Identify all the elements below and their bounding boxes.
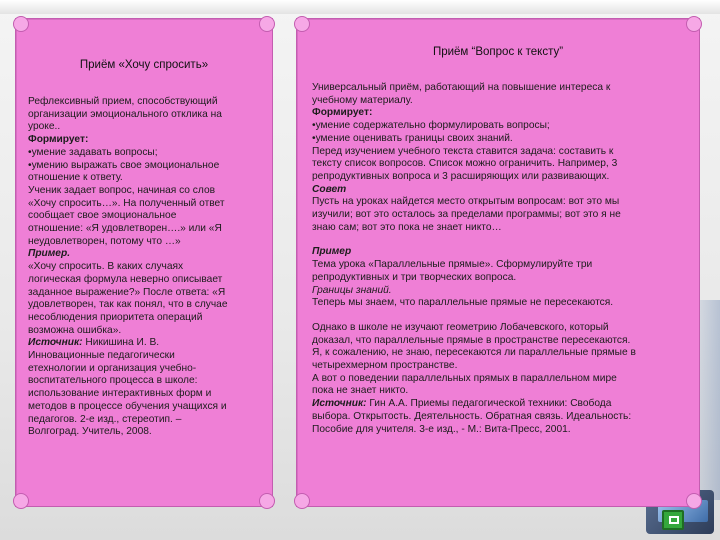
text-line: сообщает свое эмоциональное bbox=[28, 210, 177, 222]
text-line: «Хочу спросить. В каких случаях bbox=[28, 261, 184, 273]
text-line: Универсальный приём, работающий на повышение интереса к bbox=[312, 82, 611, 93]
scroll-curl-icon bbox=[686, 16, 702, 32]
text-line: Пособие для учителя. 3-е изд., - М.: Вита-Пресс, 2001. bbox=[312, 423, 571, 435]
text-line: уроке.. bbox=[28, 121, 61, 133]
text-line: логическая формула неверно описывает bbox=[28, 273, 223, 285]
top-bar bbox=[0, 0, 720, 14]
text-line: доказал, что параллельные прямые в пространстве пересекаются. bbox=[312, 334, 631, 346]
card-title: Приём “Вопрос к тексту” bbox=[432, 46, 564, 58]
text-line: «Хочу спросить…». На полученный ответ bbox=[28, 197, 225, 209]
text-line: Формирует: bbox=[312, 107, 373, 119]
text-line: воспитательного процесса в школе: bbox=[28, 375, 198, 387]
text-line: Я, к сожалению, не знаю, пересекаются ли параллельные прямые в bbox=[312, 347, 636, 359]
text-line: Формирует: bbox=[28, 134, 89, 146]
scroll-curl-icon bbox=[259, 493, 275, 509]
text-line: использование интерактивных форм и bbox=[28, 388, 212, 400]
text-line: Пример. bbox=[28, 248, 71, 260]
scroll-curl-icon bbox=[686, 493, 702, 509]
text-line: Границы знаний. bbox=[312, 284, 392, 296]
text-line: несоблюдения приоритета операций bbox=[28, 311, 203, 323]
text-line: Источник: Никишина И. В. bbox=[28, 337, 160, 349]
source-label: Источник: bbox=[312, 398, 367, 410]
scroll-curl-icon bbox=[13, 493, 29, 509]
text-line: •умение содержательно формулировать вопросы; bbox=[312, 120, 550, 132]
text-line: •умение оценивать границы своих знаний. bbox=[312, 132, 513, 144]
text-line: знаю сам; вот это пока не знает никто… bbox=[312, 221, 502, 233]
text-line: •умение задавать вопросы; bbox=[28, 146, 158, 158]
text-line: изучили; вот это осталось за пределами программы; вот это я не bbox=[312, 209, 621, 221]
card-khochu-sprosit bbox=[15, 18, 273, 507]
card-title: Приём «Хочу спросить» bbox=[79, 59, 209, 71]
card-vopros-k-tekstu bbox=[296, 18, 700, 507]
text-line: Пример bbox=[312, 246, 352, 258]
text-line: А вот о поведении параллельных прямых в параллельном мире bbox=[312, 372, 617, 384]
scroll-curl-icon bbox=[13, 16, 29, 32]
card-body bbox=[28, 96, 266, 439]
text-line: Волгоград. Учитель, 2008. bbox=[28, 426, 152, 438]
paragraph-gap bbox=[312, 234, 692, 246]
text-line: отношение к ответу. bbox=[28, 172, 123, 184]
text-line: етехнологии и организация учебно- bbox=[28, 362, 197, 374]
text-line: Совет bbox=[312, 183, 347, 195]
next-slide-button[interactable] bbox=[662, 510, 684, 530]
text-line: Рефлексивный прием, способствующий bbox=[28, 96, 218, 107]
scroll-curl-icon bbox=[294, 493, 310, 509]
text-line: Теперь мы знаем, что параллельные прямые не пересекаются. bbox=[312, 297, 614, 309]
text-line: репродуктивных вопроса и 3 расширяющих или развивающих. bbox=[312, 170, 610, 182]
text-line: тексту список вопросов. Список можно ограничить. Например, 3 bbox=[312, 158, 618, 170]
text-line: отношение: «Я удовлетворен….» или «Я bbox=[28, 223, 222, 235]
text-line: педагогов. 2-е изд., стереотип. – bbox=[28, 413, 182, 425]
text-line: Ученик задает вопрос, начиная со слов bbox=[28, 184, 216, 196]
text-line: репродуктивных и три творческих вопроса. bbox=[312, 271, 517, 283]
text-line: Однако в школе не изучают геометрию Лобачевского, который bbox=[312, 321, 609, 333]
text-line: Инновационные педагогически bbox=[28, 350, 175, 362]
text-line: пока не знает никто. bbox=[312, 385, 409, 397]
text-line: Пусть на уроках найдется место открытым вопросам: вот это мы bbox=[312, 196, 620, 208]
text-line: возможна ошибка». bbox=[28, 324, 122, 336]
source-label: Источник: bbox=[28, 337, 83, 349]
text-line: Тема урока «Параллельные прямые». Сформулируйте три bbox=[312, 259, 593, 271]
text-line: выбора. Открытость. Деятельность. Обратная связь. Идеальность: bbox=[312, 410, 632, 422]
text-line: •умению выражать свое эмоциональное bbox=[28, 159, 220, 171]
text-line: учебному материалу. bbox=[312, 94, 413, 106]
scroll-curl-icon bbox=[294, 16, 310, 32]
card-body bbox=[312, 82, 692, 436]
text-line: Источник: Гин А.А. Приемы педагогической техники: Свобода bbox=[312, 398, 612, 410]
text-line: Перед изучением учебного текста ставится задача: составить к bbox=[312, 145, 614, 157]
text-line: организации эмоционального отклика на bbox=[28, 108, 222, 120]
scroll-curl-icon bbox=[259, 16, 275, 32]
text-line: четырехмерном пространстве. bbox=[312, 360, 458, 372]
paragraph-gap bbox=[312, 310, 692, 322]
text-line: заданное выражение?» После ответа: «Я bbox=[28, 286, 226, 298]
text-line: удовлетворен, так как понял, что в случае bbox=[28, 299, 228, 311]
text-line: неудовлетворен, потому что …» bbox=[28, 235, 181, 247]
text-line: методов в процессе обучения учащихся и bbox=[28, 400, 227, 412]
